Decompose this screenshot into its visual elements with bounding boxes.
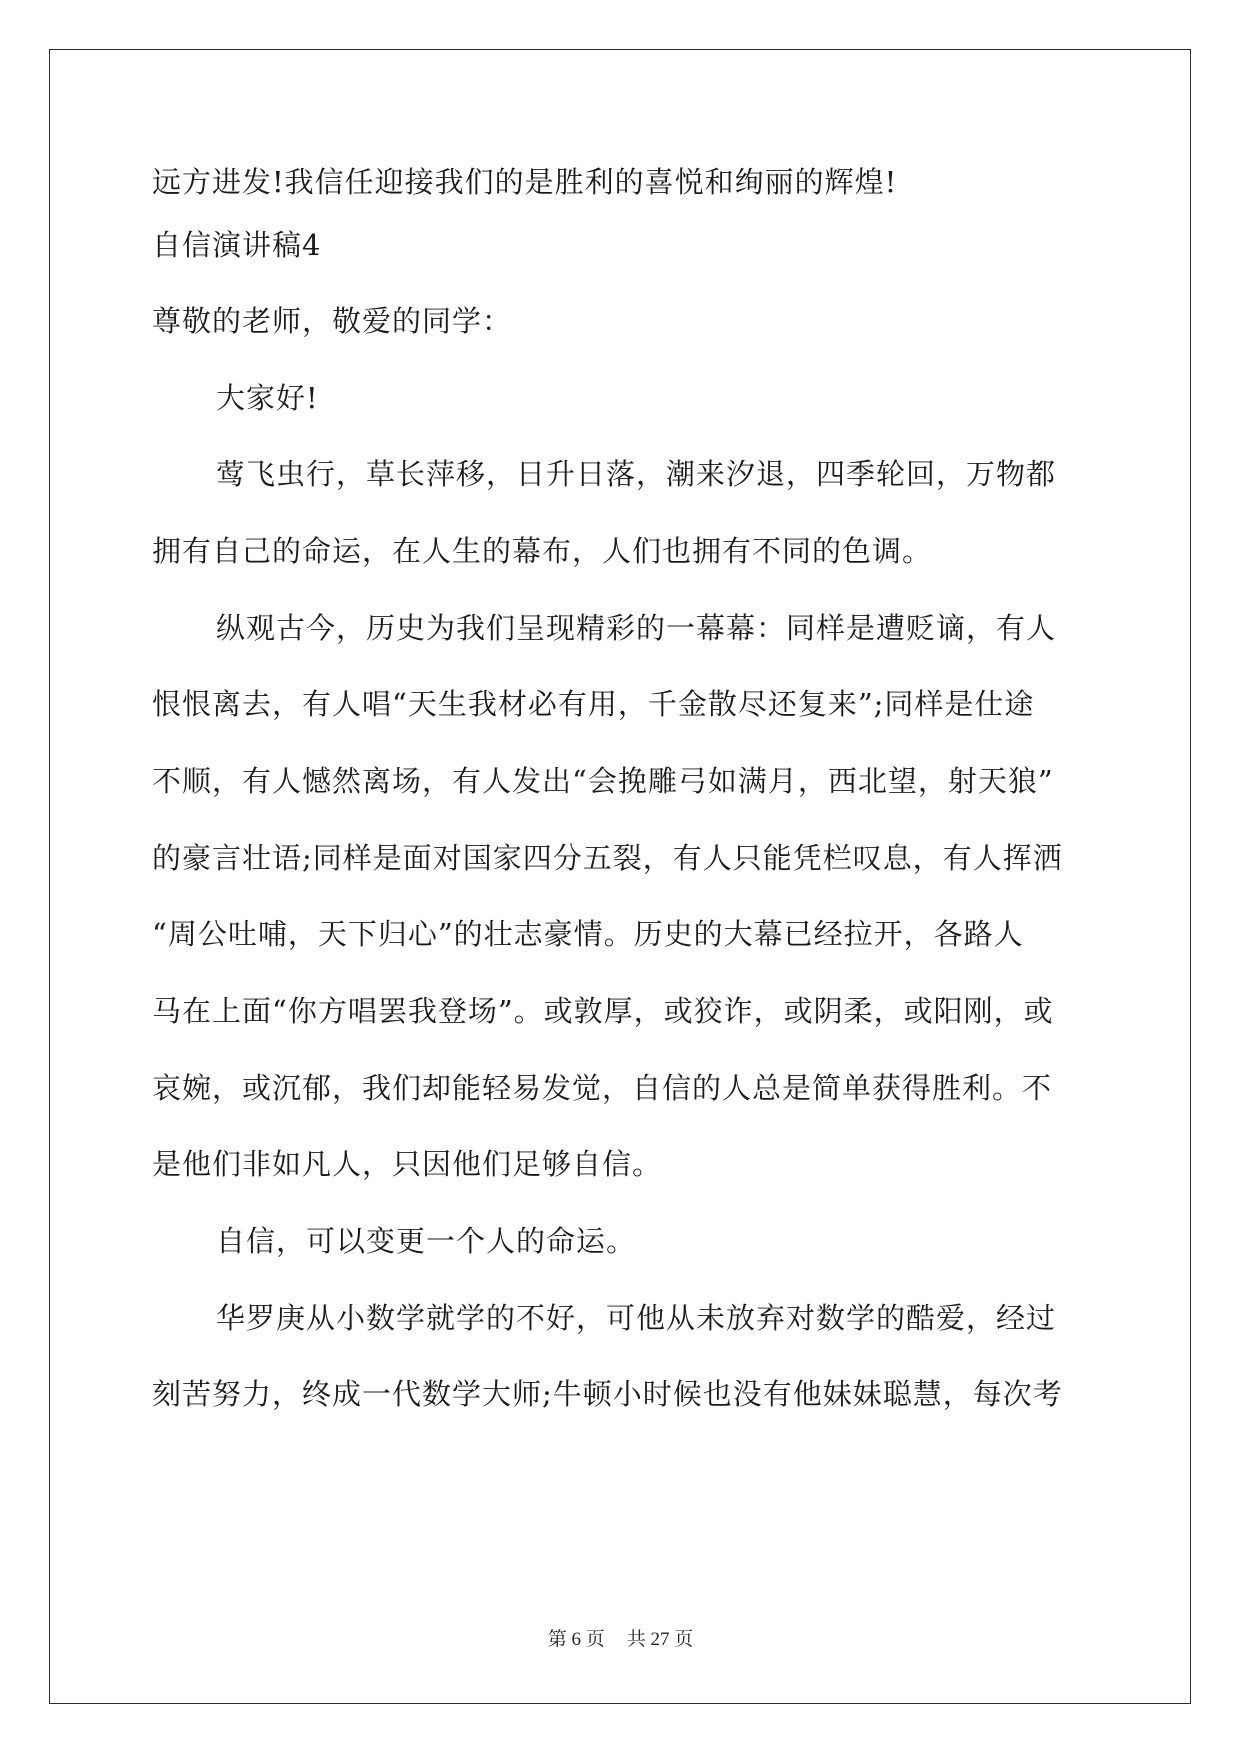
text-line: 华罗庚从小数学就学的不好，可他从未放弃对数学的酷爱，经过	[216, 1301, 1057, 1335]
text-line: “周公吐哺，天下归心”的壮志豪情。历史的大幕已经拉开，各路人	[152, 917, 1024, 951]
text-line: 远方进发!我信任迎接我们的是胜利的喜悦和绚丽的辉煌!	[152, 165, 898, 199]
page-number-total: 共 27 页	[626, 1629, 694, 1650]
text-line: 拥有自己的命运，在人生的幕布，人们也拥有不同的色调。	[152, 534, 933, 568]
text-line: 不顺，有人憾然离场，有人发出“会挽雕弓如满月，西北望，射天狼”	[152, 764, 1054, 798]
text-line: 恨恨离去，有人唱“天生我材必有用，千金散尽还复来”;同样是仕途	[152, 687, 1035, 721]
text-line: 的豪言壮语;同样是面对国家四分五裂，有人只能凭栏叹息，有人挥洒	[152, 841, 1063, 875]
text-line: 莺飞虫行，草长萍移，日升日落，潮来汐退，四季轮回，万物都	[216, 457, 1057, 491]
greeting: 大家好!	[216, 381, 319, 415]
text-line: 自信，可以变更一个人的命运。	[216, 1224, 637, 1258]
page-footer	[0, 1624, 1241, 1651]
section-heading: 自信演讲稿4	[152, 228, 322, 262]
text-line: 哀婉，或沉郁，我们却能轻易发觉，自信的人总是简单获得胜利。不	[152, 1071, 1053, 1105]
text-line: 马在上面“你方唱罢我登场”。或敦厚，或狡诈，或阴柔，或阳刚，或	[152, 994, 1054, 1028]
salutation: 尊敬的老师，敬爱的同学：	[152, 304, 513, 338]
page-number-current: 第 6 页	[547, 1629, 605, 1650]
text-line: 是他们非如凡人，只因他们足够自信。	[152, 1147, 663, 1181]
text-line: 刻苦努力，终成一代数学大师;牛顿小时候也没有他妹妹聪慧，每次考	[152, 1377, 1063, 1411]
text-line: 纵观古今，历史为我们呈现精彩的一幕幕：同样是遭贬谪，有人	[216, 611, 1057, 645]
